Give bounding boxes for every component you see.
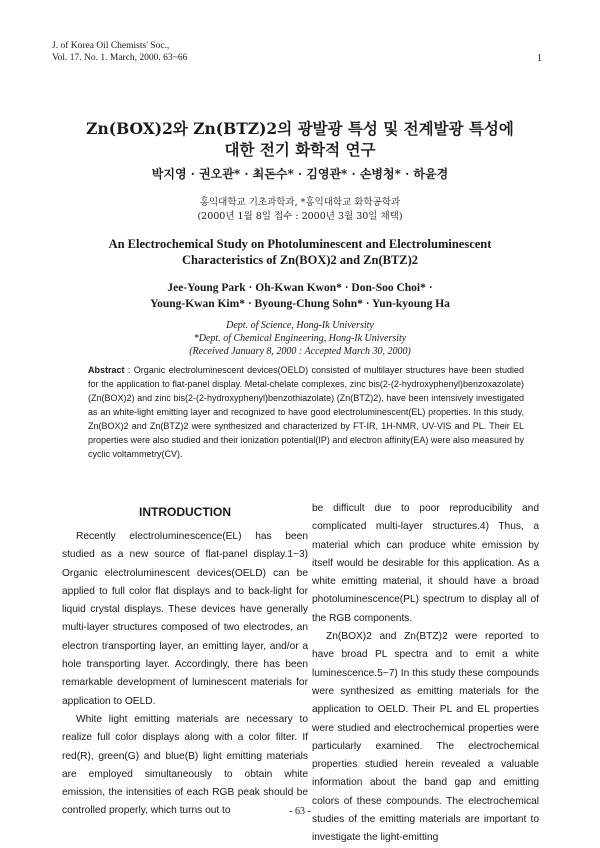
english-affiliation: [0, 319, 600, 358]
abstract-label: Abstract: [88, 365, 125, 375]
korean-title-line-2: 대한 전기 화학적 연구: [224, 140, 376, 159]
english-title-line-2: Characteristics of Zn(BOX)2 and Zn(BTZ)2: [181, 253, 419, 267]
korean-received-dates: (2000년 1월 8일 접수 : 2000년 3월 30일 채택): [197, 211, 403, 222]
section-heading-introduction: INTRODUCTION: [139, 505, 231, 519]
journal-volume: Vol. 17. No. 1. March, 2000. 63~66: [52, 53, 188, 63]
page-number-footer: - 63 -: [289, 806, 311, 817]
left-column: [62, 528, 308, 821]
intro-paragraph-3: Zn(BOX)2 and Zn(BTZ)2 were reported to have broad PL spectra and to emit a white luminescence.5~7) In this study these compounds were synthesized as emitting materials for the application to OELD. Their PL and EL properties were studied and electrochemical properties were particularly examined. The electrochemical properties studied herein revealed a valuable information about the band gap and emitting colors of these compounds. The electrochemical studies of the emitting materials are important to investigate the light-emitting: [312, 631, 539, 844]
abstract: [88, 363, 524, 461]
right-column: [312, 500, 539, 848]
english-authors-line-1: Jee-Young Park · Oh-Kwan Kwon* · Don-Soo Choi* ·: [167, 282, 433, 294]
abstract-text: : Organic electroluminescent devices(OELD) consisted of multilayer structures have been studied for the application to flat-panel display. Metal-chelate complexes, zinc bis(2-(2-hydroxyphenyl)benzoxazolate) (Zn(BOX)2) and zinc bis(2-(2-hydroxyphenyl)benzothiazolate) (Zn(BTZ)2), have been intensively investigated as an white-light emitting layer and recognized to have good electroluminescent(EL) properties. In this study, Zn(BOX)2 and Zn(BTZ)2 were synthesized and characterized by FT-IR, 1H-NMR, UV-VIS and PL. Their EL properties were also studied and their ionization potential(IP) and electron affinity(EA) were also measured by cyclic voltammetry(CV).: [88, 365, 524, 459]
korean-authors: 박지영 · 권오관* · 최돈수* · 김영관* · 손병청* · 하윤경: [151, 167, 449, 181]
intro-paragraph-2-continued: be difficult due to poor reproducibility and complicated multi-layer structures.4) Thus, a material which can produce white emission by itself would be desirable for this application. As a white emitting material, it should have a broad photoluminescence(PL) spectrum to display all of the RGB components.: [312, 503, 539, 624]
korean-affiliation-line-1: 홍익대학교 기초과학과, *홍익대학교 화학공학과: [199, 197, 401, 208]
korean-affiliation: [0, 196, 600, 224]
english-title-line-1: An Electrochemical Study on Photoluminescent and Electroluminescent: [108, 237, 492, 251]
english-affiliation-line-1: Dept. of Science, Hong-Ik University: [226, 320, 374, 331]
journal-citation: [52, 40, 187, 64]
english-affiliation-line-2: *Dept. of Chemical Engineering, Hong-Ik University: [193, 333, 407, 344]
page-number-top: 1: [537, 53, 542, 64]
korean-title: [0, 118, 600, 160]
journal-name: J. of Korea Oil Chemists' Soc.,: [52, 41, 170, 51]
korean-title-line-1: Zn(BOX)2와 Zn(BTZ)2의 광발광 특성 및 전계발광 특성에: [86, 119, 514, 138]
intro-paragraph-1: Recently electroluminescence(EL) has been studied as a new source of flat-panel display.1~3) Organic electroluminescent devices(OELD) can be applied to full color flat displays and to back-light for liquid crystal displays. These devices have generally multi-layer structures composed of two electrodes, an electron transporting layer, an emitting layer, and/or a hole transporting layer. Accordingly, there has been remarkable development of luminescent materials for application to OELD.: [62, 531, 308, 707]
english-received-dates: (Received January 8, 2000 : Accepted March 30, 2000): [189, 346, 411, 357]
english-authors-line-2: Young-Kwan Kim* · Byoung-Chung Sohn* · Yun-kyoung Ha: [150, 298, 450, 310]
english-authors: [0, 280, 600, 312]
intro-paragraph-2: White light emitting materials are necessary to realize full color displays along with a color filter. If red(R), green(G) and blue(B) light emitting materials are employed simultaneously to obtain white emission, the intensities of each RGB peak should be controlled properly, which turns out to: [62, 713, 308, 817]
english-title: [0, 236, 600, 268]
